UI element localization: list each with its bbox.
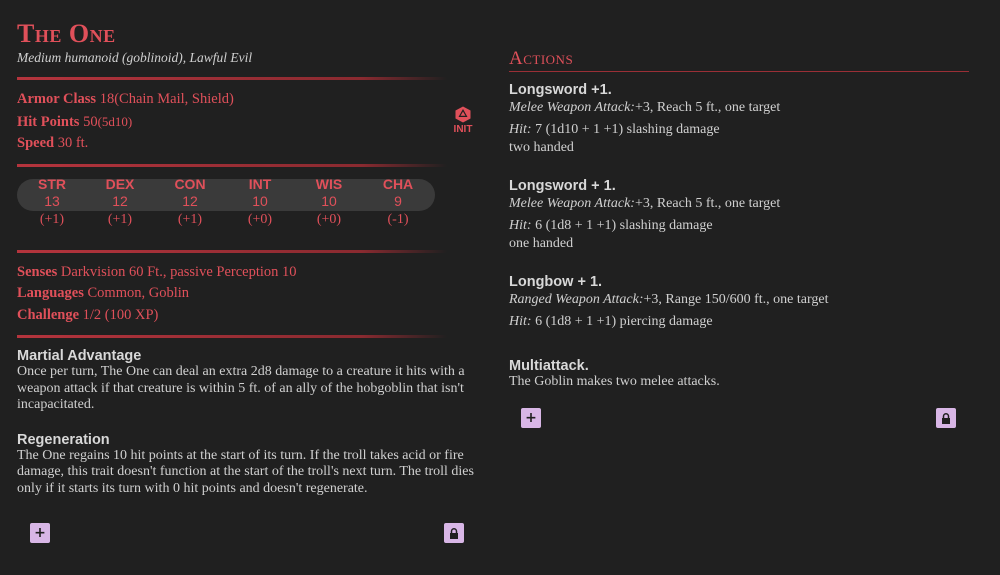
attack-type: Melee Weapon Attack: — [509, 100, 635, 115]
monster-name: The One — [17, 19, 116, 48]
add-trait-button[interactable] — [30, 523, 50, 543]
action-attack-line — [509, 98, 969, 118]
ability-int[interactable] — [227, 176, 293, 231]
ability-modifier: (+1) — [39, 211, 65, 227]
action-title: Longsword + 1. — [509, 178, 616, 194]
ability-label: CON — [174, 175, 206, 192]
senses-label: Senses — [17, 263, 58, 280]
attack-text: +3, Range 150/600 ft., one target — [643, 292, 829, 307]
trait-text: Once per turn, The One can deal an extra 2d8 damage to a creature it hits with a weapon attack if that creature is within 5 ft. of an ally of the hobgoblin that isn't incapacitated. — [17, 364, 465, 412]
challenge-label: Challenge — [17, 306, 80, 323]
ability-dex[interactable] — [87, 176, 153, 231]
action-hit-line — [509, 312, 969, 332]
init-label: INIT — [453, 124, 473, 135]
action-title: Longbow + 1. — [509, 274, 603, 290]
armor-class-note: (Chain Mail, Shield) — [114, 91, 234, 107]
action-hit-line — [509, 216, 969, 236]
lock-traits-button[interactable] — [444, 523, 464, 543]
ability-label: INT — [248, 175, 272, 192]
speed-value: 30 ft. — [57, 135, 89, 151]
ability-score: 9 — [394, 192, 402, 209]
ability-modifier: (+1) — [177, 211, 203, 227]
attack-type: Ranged Weapon Attack: — [509, 292, 644, 307]
ability-modifier: (+0) — [316, 211, 342, 227]
lock-icon — [449, 528, 459, 539]
speed-label: Speed — [17, 135, 55, 151]
plus-icon: + — [525, 410, 537, 426]
challenge-value: 1/2 (100 XP) — [82, 306, 159, 323]
action-multiattack — [509, 358, 969, 390]
senses-value: Darkvision 60 Ft., passive Perception 10 — [60, 263, 297, 280]
languages-value: Common, Goblin — [87, 285, 190, 301]
ability-modifier: (+0) — [247, 211, 273, 227]
divider — [17, 77, 447, 80]
hit-label: Hit: — [509, 314, 532, 329]
divider — [17, 335, 447, 338]
ability-score: 13 — [44, 192, 60, 209]
action-longbow — [509, 274, 969, 332]
trait-text: The One regains 10 hit points at the start of its turn. If the troll takes acid or fire damage, this trait doesn't function at the start of the troll's next turn. The troll dies only if it starts its turn with 0 hit points and doesn't regenerate. — [17, 447, 474, 496]
hit-text: 6 (1d8 + 1 +1) piercing damage — [531, 314, 713, 329]
divider — [17, 250, 447, 253]
ability-scores — [17, 176, 477, 240]
hit-label: Hit: — [509, 218, 532, 233]
hit-points-value: 50 — [83, 113, 98, 130]
action-attack-line — [509, 290, 969, 310]
initiative-button[interactable] — [449, 106, 477, 135]
action-note: one handed — [509, 236, 574, 251]
action-attack-line — [509, 194, 969, 214]
divider — [17, 164, 447, 167]
hit-points-line — [17, 111, 477, 134]
ability-cha[interactable] — [365, 176, 431, 231]
actions-column — [509, 48, 969, 412]
action-longsword-two-handed — [509, 82, 969, 156]
ability-label: WIS — [315, 175, 343, 192]
ability-score: 10 — [321, 192, 337, 209]
ability-label: STR — [38, 175, 66, 192]
hit-label: Hit: — [509, 122, 532, 137]
languages-line — [17, 283, 477, 305]
senses-line — [17, 262, 477, 284]
plus-icon: + — [34, 525, 46, 541]
stat-block-left — [17, 18, 477, 515]
languages-label: Languages — [17, 285, 84, 301]
trait-martial-advantage — [17, 348, 477, 414]
action-text: The Goblin makes two melee attacks. — [509, 374, 720, 389]
actions-heading: Actions — [509, 48, 574, 69]
hit-points-note: (5d10) — [97, 113, 133, 129]
action-hit-line — [509, 120, 969, 140]
action-title: Longsword +1. — [509, 82, 612, 98]
ability-modifier: (-1) — [387, 211, 409, 227]
ability-score: 10 — [252, 192, 268, 209]
trait-title: Martial Advantage — [17, 348, 142, 364]
ability-str[interactable] — [19, 176, 85, 231]
armor-class-line — [17, 89, 477, 111]
trait-regeneration — [17, 432, 477, 498]
ability-label: DEX — [105, 175, 135, 192]
hit-points-label: Hit Points — [17, 113, 80, 130]
action-longsword-one-handed — [509, 178, 969, 252]
hit-text: 6 (1d8 + 1 +1) slashing damage — [531, 218, 713, 233]
hit-text: 7 (1d10 + 1 +1) slashing damage — [531, 122, 720, 137]
actions-divider — [509, 71, 969, 72]
ability-score: 12 — [182, 192, 198, 209]
monster-subtitle: Medium humanoid (goblinoid), Lawful Evil — [17, 50, 253, 65]
attack-type: Melee Weapon Attack: — [509, 196, 635, 211]
ability-wis[interactable] — [296, 176, 362, 231]
attack-text: +3, Reach 5 ft., one target — [634, 196, 781, 211]
ability-score: 12 — [112, 192, 128, 209]
add-action-button[interactable] — [521, 408, 541, 428]
lock-icon — [941, 413, 951, 424]
armor-class-value: 18 — [99, 91, 115, 107]
d20-icon — [455, 106, 471, 123]
action-note: two handed — [509, 140, 574, 155]
ability-modifier: (+1) — [107, 211, 133, 227]
ability-label: CHA — [382, 175, 414, 192]
attack-text: +3, Reach 5 ft., one target — [634, 100, 781, 115]
trait-title: Regeneration — [17, 431, 110, 448]
armor-class-label: Armor Class — [17, 91, 97, 107]
action-title: Multiattack. — [509, 358, 589, 374]
speed-line — [17, 133, 477, 155]
challenge-line — [17, 305, 477, 327]
lock-actions-button[interactable] — [936, 408, 956, 428]
ability-con[interactable] — [157, 176, 223, 231]
